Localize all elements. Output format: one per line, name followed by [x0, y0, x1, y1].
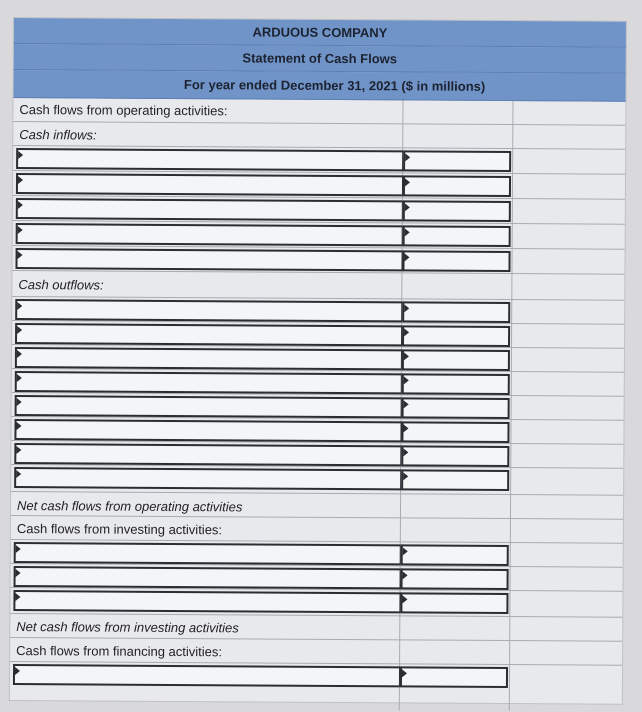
- inflow-amount-input[interactable]: [403, 175, 511, 197]
- period-header: [14, 70, 626, 102]
- outflow-description-input[interactable]: [14, 467, 402, 490]
- cash-outflows-label: Cash outflows:: [18, 277, 104, 293]
- inflow-amount-input[interactable]: [402, 250, 510, 272]
- dropdown-marker-icon: [403, 571, 408, 579]
- dropdown-marker-icon: [18, 251, 23, 259]
- dropdown-marker-icon: [16, 569, 21, 577]
- investing-amount-input[interactable]: [400, 592, 508, 614]
- investing-description-input[interactable]: [14, 566, 402, 589]
- outflow-description-input[interactable]: [14, 443, 402, 466]
- dropdown-marker-icon: [404, 352, 409, 360]
- inflow-amount-input[interactable]: [403, 150, 511, 172]
- cash-outflows-row: [12, 271, 624, 301]
- operating-activities-label: Cash flows from operating activities:: [19, 102, 228, 119]
- inflow-row: [13, 146, 625, 175]
- inflow-row: [13, 221, 625, 250]
- dropdown-marker-icon: [402, 595, 407, 603]
- dropdown-marker-icon: [16, 446, 21, 454]
- outflow-description-input[interactable]: [15, 347, 403, 370]
- period-label: For year ended December 31, 2021 ($ in millions): [183, 77, 486, 94]
- financing-activities-label: Cash flows from financing activities:: [16, 643, 223, 660]
- dropdown-marker-icon: [18, 201, 23, 209]
- inflow-amount-input[interactable]: [403, 200, 511, 222]
- inflow-row: [13, 196, 625, 225]
- statement-title: Statement of Cash Flows: [242, 50, 398, 67]
- outflow-description-input[interactable]: [15, 323, 403, 346]
- dropdown-marker-icon: [17, 398, 22, 406]
- outflow-amount-input[interactable]: [402, 301, 510, 323]
- dropdown-marker-icon: [16, 470, 21, 478]
- outflow-amount-input[interactable]: [401, 421, 509, 443]
- net-operating-label: Net cash flows from operating activities: [16, 498, 243, 515]
- investing-description-input[interactable]: [13, 590, 401, 613]
- dropdown-marker-icon: [402, 669, 407, 677]
- investing-amount-input[interactable]: [401, 568, 509, 590]
- dropdown-marker-icon: [404, 328, 409, 336]
- dropdown-marker-icon: [404, 304, 409, 312]
- inflow-row: [12, 246, 624, 275]
- outflow-amount-input[interactable]: [401, 445, 509, 467]
- dropdown-marker-icon: [16, 422, 21, 430]
- dropdown-marker-icon: [403, 424, 408, 432]
- dropdown-marker-icon: [404, 376, 409, 384]
- dropdown-marker-icon: [17, 350, 22, 358]
- outflow-amount-input[interactable]: [402, 397, 510, 419]
- investing-amount-input[interactable]: [401, 544, 509, 566]
- company-name: ARDUOUS COMPANY: [252, 24, 388, 41]
- dropdown-marker-icon: [404, 400, 409, 408]
- outflow-description-input[interactable]: [15, 299, 403, 322]
- inflow-row: [13, 171, 625, 200]
- dropdown-marker-icon: [16, 545, 21, 553]
- financing-amount-input[interactable]: [400, 666, 508, 688]
- inflow-description-input[interactable]: [16, 148, 404, 171]
- dropdown-marker-icon: [18, 226, 23, 234]
- inflow-description-input[interactable]: [16, 223, 404, 246]
- financing-row: [10, 662, 622, 696]
- investing-description-input[interactable]: [14, 542, 402, 565]
- dropdown-marker-icon: [403, 547, 408, 555]
- dropdown-marker-icon: [18, 151, 23, 159]
- dropdown-marker-icon: [405, 203, 410, 211]
- company-name-header: [14, 18, 626, 48]
- inflow-description-input[interactable]: [15, 248, 403, 271]
- dropdown-marker-icon: [18, 176, 23, 184]
- dropdown-marker-icon: [405, 228, 410, 236]
- outflow-description-input[interactable]: [15, 395, 403, 418]
- dropdown-marker-icon: [405, 253, 410, 261]
- outflow-amount-input[interactable]: [401, 469, 509, 491]
- outflow-amount-input[interactable]: [402, 325, 510, 347]
- dropdown-marker-icon: [405, 178, 410, 186]
- dropdown-marker-icon: [405, 153, 410, 161]
- dropdown-marker-icon: [15, 593, 20, 601]
- dropdown-marker-icon: [403, 472, 408, 480]
- outflow-row: [11, 465, 623, 496]
- outflow-description-input[interactable]: [14, 419, 402, 442]
- investing-activities-label: Cash flows from investing activities:: [16, 521, 223, 538]
- dropdown-marker-icon: [15, 667, 20, 675]
- dropdown-marker-icon: [403, 448, 408, 456]
- inflow-description-input[interactable]: [16, 173, 404, 196]
- inflow-amount-input[interactable]: [403, 225, 511, 247]
- financing-description-input[interactable]: [13, 664, 401, 687]
- dropdown-marker-icon: [17, 374, 22, 382]
- outflow-description-input[interactable]: [15, 371, 403, 394]
- outflow-amount-input[interactable]: [402, 349, 510, 371]
- cash-inflows-label: Cash inflows:: [19, 127, 97, 143]
- inflow-description-input[interactable]: [16, 198, 404, 221]
- outflow-amount-input[interactable]: [402, 373, 510, 395]
- statement-title-header: [14, 44, 626, 74]
- net-investing-label: Net cash flows from investing activities: [16, 619, 239, 636]
- dropdown-marker-icon: [17, 326, 22, 334]
- dropdown-marker-icon: [17, 302, 22, 310]
- cash-flow-worksheet: [10, 18, 626, 704]
- investing-row: [10, 588, 622, 618]
